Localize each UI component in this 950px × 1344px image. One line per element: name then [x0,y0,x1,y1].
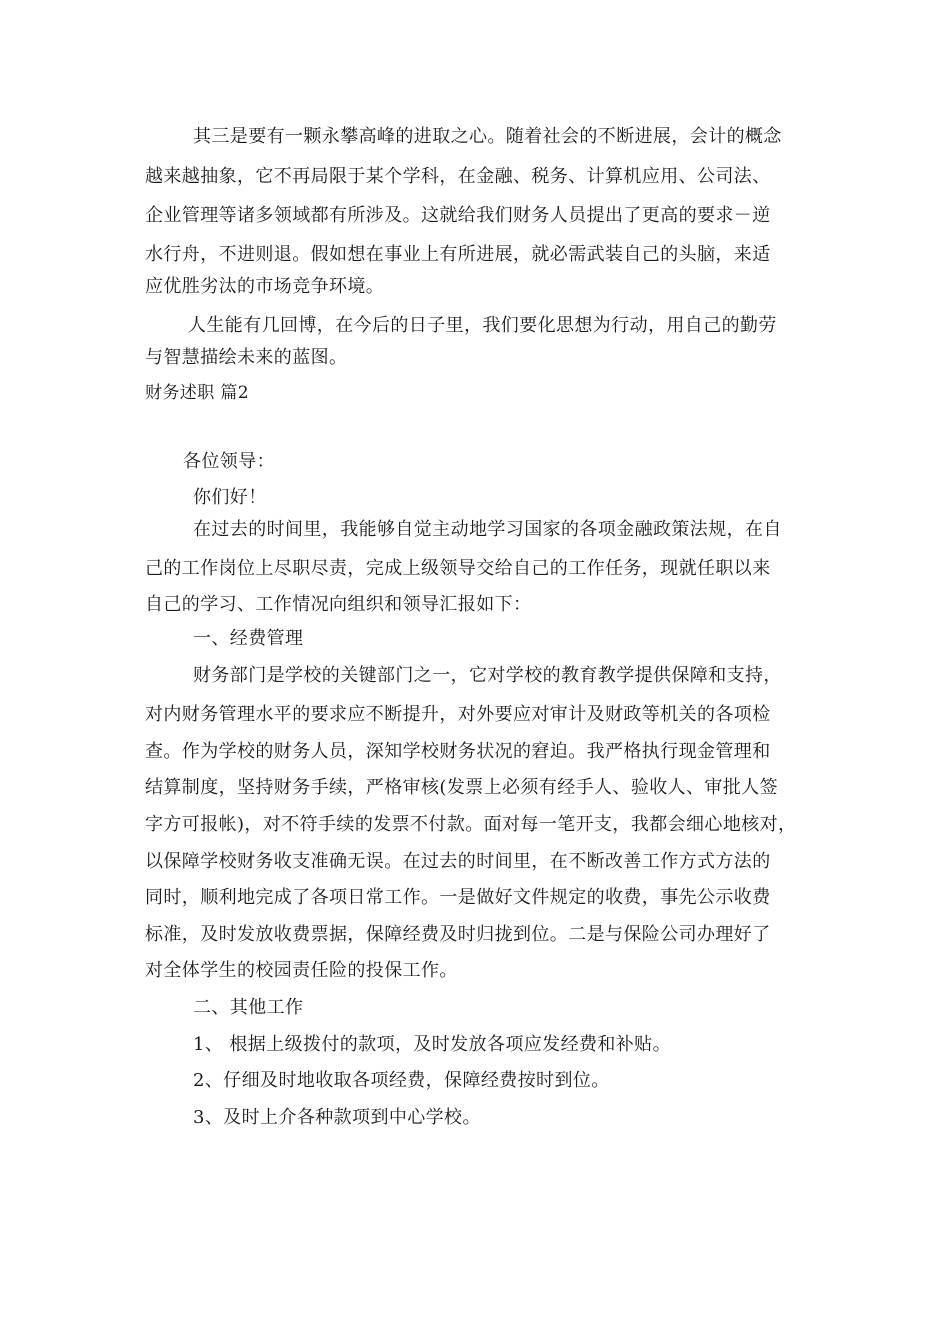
list-item: 1、 根据上级拨付的款项，及时发放各项应发经费和补贴。 [193,1034,671,1055]
subheading: 一、经费管理 [193,628,304,649]
paragraph-line: 对全体学生的校园责任险的投保工作。 [145,960,458,981]
paragraph-line: 在过去的时间里，我能够自觉主动地学习国家的各项金融政策法规，在自 [193,519,782,540]
paragraph-line: 人生能有几回博，在今后的日子里，我们要化思想为行动，用自己的勤劳 [188,315,777,336]
paragraph-line: 水行舟，不进则退。假如想在事业上有所进展，就必需武装自己的头脑，来适 [145,244,771,265]
paragraph-line: 标准，及时发放收费票据，保障经费及时归拢到位。二是与保险公司办理好了 [145,924,771,945]
paragraph-line: 自己的学习、工作情况向组织和领导汇报如下： [145,594,532,615]
salutation: 你们好！ [193,487,267,508]
greeting: 各位领导： [183,451,275,472]
paragraph-line: 同时，顺利地完成了各项日常工作。一是做好文件规定的收费，事先公示收费 [145,887,771,908]
section-title: 财务述职 篇2 [145,383,250,403]
paragraph-line: 财务部门是学校的关键部门之一，它对学校的教育教学提供保障和支持， [193,665,782,686]
paragraph-line: 己的工作岗位上尽职尽责，完成上级领导交给自己的工作任务，现就任职以来 [145,558,771,579]
paragraph-line: 越来越抽象，它不再局限于某个学科，在金融、税务、计算机应用、公司法、 [145,166,771,187]
paragraph-line: 字方可报帐)，对不符手续的发票不付款。面对每一笔开支，我都会细心地核对， [145,814,797,835]
paragraph-line: 应优胜劣汰的市场竞争环境。 [145,276,385,297]
paragraph-line: 对内财务管理水平的要求应不断提升，对外要应对审计及财政等机关的各项检 [145,704,771,725]
paragraph-line: 其三是要有一颗永攀高峰的进取之心。随着社会的不断进展，会计的概念 [193,126,782,147]
paragraph-line: 企业管理等诸多领域都有所涉及。这就给我们财务人员提出了更高的要求－逆 [145,205,771,226]
list-item: 3、及时上介各种款项到中心学校。 [193,1107,481,1128]
subheading: 二、其他工作 [193,997,304,1018]
paragraph-line: 与智慧描绘未来的蓝图。 [145,347,348,368]
paragraph-line: 查。作为学校的财务人员，深知学校财务状况的窘迫。我严格执行现金管理和 [145,741,771,762]
paragraph-line: 以保障学校财务收支准确无误。在过去的时间里，在不断改善工作方式方法的 [145,851,771,872]
paragraph-line: 结算制度，坚持财务手续，严格审核(发票上必须有经手人、验收人、审批人签 [145,777,779,798]
list-item: 2、仔细及时地收取各项经费，保障经费按时到位。 [193,1070,610,1091]
